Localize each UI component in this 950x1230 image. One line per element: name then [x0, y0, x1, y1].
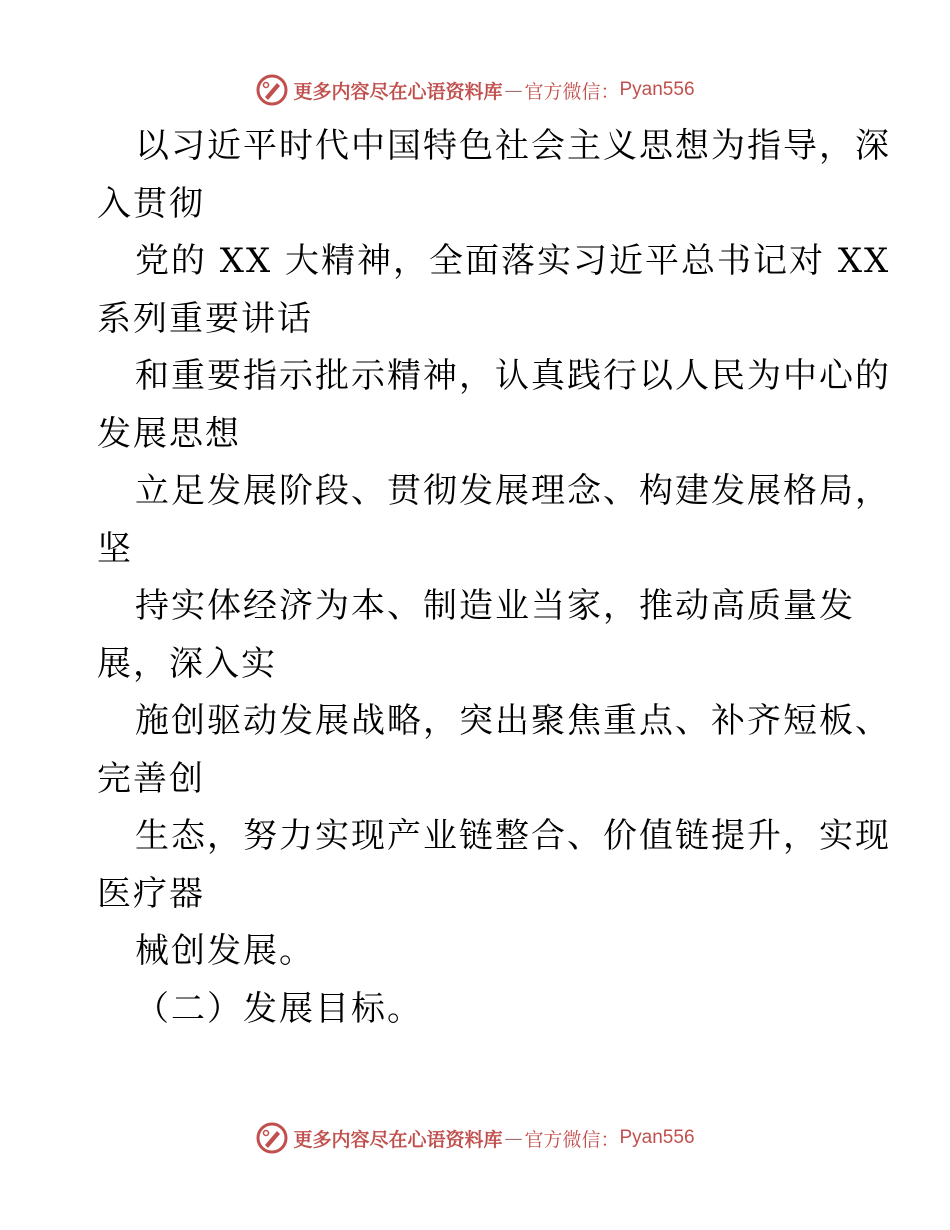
watermark-contact-label: 官方微信：	[524, 1128, 620, 1151]
ink-pen-seal-icon	[255, 1121, 289, 1155]
watermark-dash: —	[504, 79, 523, 101]
body-line: 医疗器	[97, 873, 205, 914]
footer-watermark	[0, 1118, 950, 1158]
body-line: 坚	[97, 528, 133, 569]
watermark-brand: 更多内容尽在心语资料库	[293, 1128, 503, 1151]
body-line: 施创驱动发展战略，突出聚焦重点、补齐短板、	[135, 701, 891, 741]
body-line: 立足发展阶段、贯彻发展理念、构建发展格局，	[135, 471, 891, 511]
watermark-contact-id: Pyan556	[619, 1127, 695, 1148]
document-body	[97, 118, 891, 1038]
header-watermark	[0, 70, 950, 110]
body-line: 械创发展。	[135, 931, 315, 971]
body-line: 持实体经济为本、制造业当家，推动高质量发	[135, 586, 855, 626]
watermark-dash: —	[504, 1127, 523, 1149]
body-line: 展，深入实	[97, 643, 277, 684]
body-line: 生态，努力实现产业链整合、价值链提升，实现	[135, 816, 891, 856]
body-line: 系列重要讲话	[97, 298, 313, 339]
ink-pen-seal-icon	[255, 73, 289, 107]
body-line: 以习近平时代中国特色社会主义思想为指导，深	[135, 126, 891, 166]
section-heading: （二）发展目标。	[135, 988, 423, 1029]
body-line: 和重要指示批示精神，认真践行以人民为中心的	[135, 356, 891, 396]
body-line: 入贯彻	[97, 183, 205, 224]
watermark-brand: 更多内容尽在心语资料库	[293, 80, 503, 103]
body-line: 党的 XX 大精神，全面落实习近平总书记对 XX	[135, 241, 891, 281]
watermark-contact-label: 官方微信：	[524, 80, 620, 103]
watermark-contact-id: Pyan556	[619, 79, 695, 100]
body-line: 完善创	[97, 758, 205, 799]
body-line: 发展思想	[97, 413, 241, 454]
